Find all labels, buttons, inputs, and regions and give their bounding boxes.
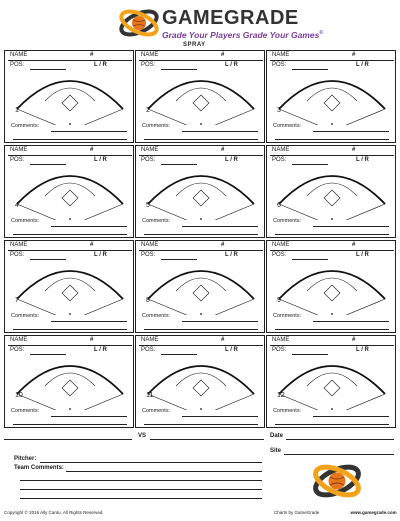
jersey-number-label: # — [352, 242, 356, 248]
position-label: POS: — [141, 157, 156, 163]
bats-left-right-label[interactable]: L / R — [225, 347, 238, 353]
charts-by-text: Charts by GameGrade — [274, 510, 320, 515]
infield-diamond — [62, 190, 78, 206]
position-label: POS: — [141, 252, 156, 258]
brand-tagline — [162, 30, 323, 40]
baseball-field-diagram[interactable] — [11, 162, 129, 220]
baseball-field-diagram[interactable] — [142, 352, 260, 410]
name-row[interactable] — [270, 146, 394, 156]
comments-line-2[interactable] — [13, 139, 127, 140]
bats-left-right-label[interactable]: L / R — [225, 157, 238, 163]
spray-card — [4, 50, 134, 143]
position-label: POS: — [10, 157, 25, 163]
baseball-field-diagram[interactable] — [142, 162, 260, 220]
comments-line-1[interactable] — [51, 416, 127, 417]
footer-credits — [274, 510, 397, 515]
right-foul-line — [332, 109, 385, 125]
comments-line-2[interactable] — [275, 234, 389, 235]
pitcher-label: Pitcher: — [14, 456, 37, 462]
comments-label: Comments: — [11, 218, 40, 224]
position-label: POS: — [141, 62, 156, 68]
name-label: NAME — [141, 337, 159, 343]
comments-line-1[interactable] — [182, 226, 258, 227]
card-number: 2 — [146, 107, 150, 114]
spray-card — [266, 335, 396, 428]
jersey-number-label: # — [221, 337, 225, 343]
baseball-field-diagram[interactable] — [273, 257, 391, 315]
home-team-line[interactable] — [4, 439, 132, 440]
jersey-number-label: # — [221, 242, 225, 248]
spray-card — [4, 240, 134, 333]
comments-line-1[interactable] — [313, 131, 389, 132]
baseball-field-diagram[interactable] — [273, 162, 391, 220]
bats-left-right-label[interactable]: L / R — [225, 62, 238, 68]
comments-label: Comments: — [142, 218, 171, 224]
comments-line-2[interactable] — [275, 329, 389, 330]
right-foul-line — [70, 299, 123, 315]
jersey-number-label: # — [90, 52, 94, 58]
name-label: NAME — [272, 242, 290, 248]
website-url[interactable]: www.gamegrade.com — [350, 510, 397, 515]
comments-label: Comments: — [11, 123, 40, 129]
bats-left-right-label[interactable]: L / R — [225, 252, 238, 258]
copyright-notice: Copyright © 2016 Ally Cantu. All Rights Reserved. — [4, 510, 104, 515]
comments-label: Comments: — [273, 313, 302, 319]
name-row[interactable] — [270, 336, 394, 346]
name-label: NAME — [141, 147, 159, 153]
baseball-field-diagram[interactable] — [142, 257, 260, 315]
bats-left-right-label[interactable]: L / R — [356, 347, 369, 353]
comments-label: Comments: — [142, 313, 171, 319]
card-number: 3 — [277, 107, 281, 114]
gamegrade-footer-logo-icon — [312, 458, 362, 504]
date-label: Date — [270, 433, 284, 439]
home-plate — [69, 313, 71, 315]
comments-label: Comments: — [11, 313, 40, 319]
right-foul-line — [332, 204, 385, 220]
spray-card — [4, 145, 134, 238]
card-number: 11 — [146, 392, 154, 399]
name-row[interactable] — [270, 51, 394, 61]
comments-line-1[interactable] — [51, 131, 127, 132]
comments-line-2[interactable] — [13, 424, 127, 425]
comments-line-2[interactable] — [144, 424, 258, 425]
card-number: 10 — [15, 392, 23, 399]
pitcher-line[interactable] — [40, 462, 262, 463]
bats-left-right-label[interactable]: L / R — [94, 157, 107, 163]
name-label: NAME — [10, 337, 28, 343]
team-comments-line-2[interactable] — [20, 480, 262, 481]
gamegrade-logo-icon — [118, 3, 160, 43]
infield-diamond — [62, 95, 78, 111]
position-label: POS: — [10, 62, 25, 68]
site-label: Site — [270, 448, 282, 454]
right-foul-line — [201, 204, 254, 220]
comments-line-1[interactable] — [313, 226, 389, 227]
position-label: POS: — [10, 252, 25, 258]
team-comments-label: Team Comments: — [14, 465, 64, 471]
card-number: 7 — [15, 297, 19, 304]
baseball-field-diagram[interactable] — [11, 352, 129, 410]
infield-diamond — [62, 285, 78, 301]
infield-arc — [176, 278, 226, 291]
infield-arc — [307, 373, 357, 386]
name-label: NAME — [10, 52, 28, 58]
right-foul-line — [70, 204, 123, 220]
home-plate — [200, 313, 202, 315]
infield-arc — [307, 183, 357, 196]
site-line[interactable] — [284, 454, 394, 455]
comments-line-1[interactable] — [182, 131, 258, 132]
name-row[interactable] — [139, 146, 263, 156]
comments-line-2[interactable] — [144, 329, 258, 330]
position-label: POS: — [272, 157, 287, 163]
comments-line-1[interactable] — [313, 416, 389, 417]
right-foul-line — [70, 109, 123, 125]
name-row[interactable] — [139, 51, 263, 61]
team-comments-line-4[interactable] — [20, 498, 262, 499]
team-comments-line-1[interactable] — [66, 471, 262, 472]
infield-diamond — [193, 190, 209, 206]
right-foul-line — [201, 109, 254, 125]
jersey-number-label: # — [90, 337, 94, 343]
name-label: NAME — [141, 52, 159, 58]
brand-tagline-text: Grade Your Players Grade Your Games — [162, 30, 320, 40]
position-label: POS: — [10, 347, 25, 353]
card-number: 12 — [277, 392, 285, 399]
infield-diamond — [324, 190, 340, 206]
jersey-number-label: # — [221, 147, 225, 153]
baseball-field-diagram[interactable] — [142, 67, 260, 125]
home-plate — [69, 218, 71, 220]
right-foul-line — [332, 394, 385, 410]
bats-left-right-label[interactable]: L / R — [356, 157, 369, 163]
brand-name-game: GAME — [162, 7, 224, 29]
comments-line-1[interactable] — [51, 226, 127, 227]
infield-arc — [45, 278, 95, 291]
bats-left-right-label[interactable]: L / R — [356, 62, 369, 68]
right-foul-line — [332, 299, 385, 315]
card-number: 1 — [15, 107, 19, 114]
brand-name — [162, 7, 299, 30]
home-plate — [331, 218, 333, 220]
comments-label: Comments: — [273, 218, 302, 224]
card-number: 4 — [15, 202, 19, 209]
sheet-title: SPRAY — [183, 42, 206, 48]
spray-card — [135, 50, 265, 143]
comments-line-2[interactable] — [275, 139, 389, 140]
bats-left-right-label[interactable]: L / R — [94, 62, 107, 68]
right-foul-line — [70, 394, 123, 410]
infield-arc — [176, 88, 226, 101]
name-row[interactable] — [270, 241, 394, 251]
comments-line-2[interactable] — [144, 234, 258, 235]
infield-arc — [45, 88, 95, 101]
jersey-number-label: # — [352, 52, 356, 58]
comments-line-2[interactable] — [275, 424, 389, 425]
jersey-number-label: # — [221, 52, 225, 58]
bats-left-right-label[interactable]: L / R — [94, 347, 107, 353]
bats-left-right-label[interactable]: L / R — [94, 252, 107, 258]
spray-card — [135, 145, 265, 238]
jersey-number-label: # — [352, 337, 356, 343]
card-number: 6 — [277, 202, 281, 209]
name-label: NAME — [272, 337, 290, 343]
name-label: NAME — [10, 242, 28, 248]
spray-card — [135, 240, 265, 333]
comments-line-1[interactable] — [51, 321, 127, 322]
jersey-number-label: # — [90, 147, 94, 153]
jersey-number-label: # — [90, 242, 94, 248]
brand-name-grade: GRADE — [224, 7, 299, 29]
name-row[interactable] — [139, 336, 263, 346]
position-label: POS: — [272, 252, 287, 258]
spray-card — [135, 335, 265, 428]
home-plate — [69, 123, 71, 125]
bats-left-right-label[interactable]: L / R — [356, 252, 369, 258]
infield-arc — [307, 88, 357, 101]
baseball-field-diagram[interactable] — [11, 257, 129, 315]
comments-label: Comments: — [142, 123, 171, 129]
vs-label: VS — [138, 433, 147, 439]
infield-diamond — [193, 380, 209, 396]
comments-label: Comments: — [273, 123, 302, 129]
infield-diamond — [324, 380, 340, 396]
position-label: POS: — [141, 347, 156, 353]
position-label: POS: — [272, 62, 287, 68]
page-header — [0, 0, 400, 50]
jersey-number-label: # — [352, 147, 356, 153]
card-number: 8 — [146, 297, 150, 304]
comments-label: Comments: — [273, 408, 302, 414]
date-line[interactable] — [286, 439, 394, 440]
infield-diamond — [193, 95, 209, 111]
name-label: NAME — [272, 147, 290, 153]
name-row[interactable] — [8, 336, 132, 346]
right-foul-line — [201, 394, 254, 410]
spray-card — [266, 240, 396, 333]
away-team-line[interactable] — [150, 439, 264, 440]
comments-line-1[interactable] — [182, 416, 258, 417]
infield-diamond — [324, 285, 340, 301]
infield-diamond — [62, 380, 78, 396]
baseball-field-diagram[interactable] — [273, 67, 391, 125]
name-row[interactable] — [139, 241, 263, 251]
comments-line-2[interactable] — [13, 329, 127, 330]
baseball-field-diagram[interactable] — [273, 352, 391, 410]
position-label: POS: — [272, 347, 287, 353]
comments-line-2[interactable] — [144, 139, 258, 140]
comments-label: Comments: — [11, 408, 40, 414]
infield-arc — [45, 183, 95, 196]
home-plate — [200, 218, 202, 220]
home-plate — [200, 123, 202, 125]
name-label: NAME — [141, 242, 159, 248]
comments-line-2[interactable] — [13, 234, 127, 235]
infield-diamond — [193, 285, 209, 301]
infield-arc — [176, 183, 226, 196]
baseball-field-diagram[interactable] — [11, 67, 129, 125]
name-label: NAME — [10, 147, 28, 153]
spray-card — [266, 145, 396, 238]
infield-diamond — [324, 95, 340, 111]
home-plate — [331, 313, 333, 315]
name-row[interactable] — [8, 241, 132, 251]
card-number: 9 — [277, 297, 281, 304]
infield-arc — [45, 373, 95, 386]
home-plate — [331, 123, 333, 125]
comments-line-1[interactable] — [182, 321, 258, 322]
infield-arc — [176, 373, 226, 386]
home-plate — [69, 408, 71, 410]
card-number: 5 — [146, 202, 150, 209]
home-plate — [331, 408, 333, 410]
spray-card — [4, 335, 134, 428]
name-label: NAME — [272, 52, 290, 58]
comments-line-1[interactable] — [313, 321, 389, 322]
spray-card-grid — [4, 50, 396, 430]
name-row[interactable] — [8, 146, 132, 156]
home-plate — [200, 408, 202, 410]
right-foul-line — [201, 299, 254, 315]
infield-arc — [307, 278, 357, 291]
name-row[interactable] — [8, 51, 132, 61]
registered-mark: ® — [319, 30, 324, 37]
comments-label: Comments: — [142, 408, 171, 414]
spray-card — [266, 50, 396, 143]
team-comments-line-3[interactable] — [20, 489, 262, 490]
